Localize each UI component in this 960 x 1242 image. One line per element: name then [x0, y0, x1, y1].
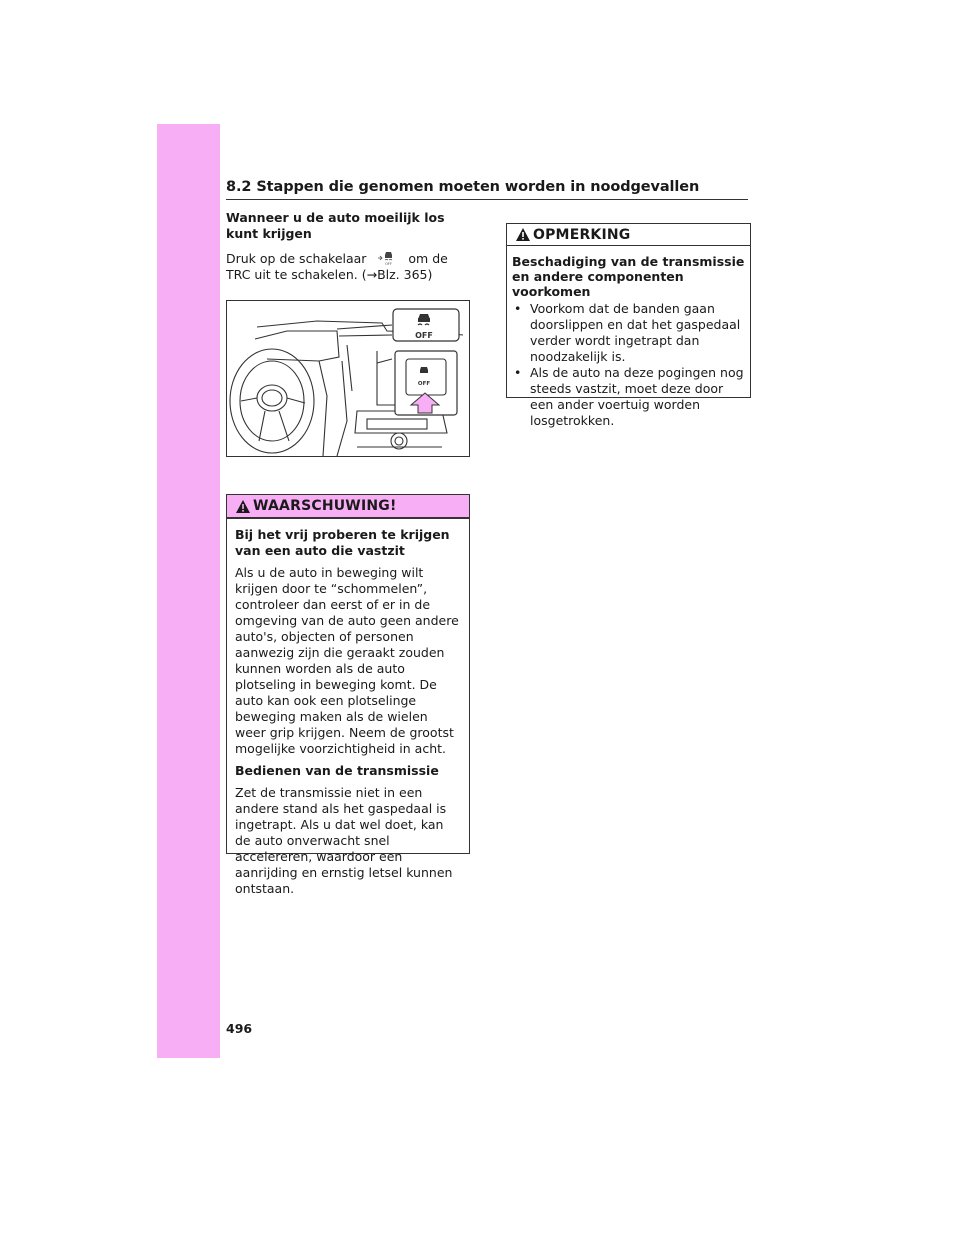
warning-title: WAARSCHUWING!	[253, 498, 397, 514]
figure-label-top: OFF	[415, 331, 433, 340]
warning-heading-1: Bij het vrij proberen te krijgen van een auto die vastzit	[235, 527, 450, 558]
warning-heading-2: Bedienen van de transmissie	[235, 763, 439, 778]
side-tab	[157, 124, 220, 1058]
left-column	[226, 210, 470, 283]
note-bullet-2: Als de auto na deze pogingen nog steeds vastzit, moet deze door een ander voertuig worden losgetrokken.	[530, 365, 744, 428]
note-bullet-1: Voorkom dat de banden gaan doorslippen en dat het gaspedaal verder wordt ingetrapt dan noodzakelijk is.	[530, 301, 741, 364]
page-number: 496	[226, 1021, 253, 1036]
subhead: Wanneer u de auto moeilijk los kunt krijgen	[226, 210, 445, 241]
list-item: • Voorkom dat de banden gaan doorslippen en dat het gaspedaal verder wordt ingetrapt dan noodzakelijk is.	[512, 301, 745, 365]
warning-triangle-icon	[515, 227, 531, 242]
warning-para-1: Als u de auto in beweging wilt krijgen door te “schommelen”, controleer dan eerst of er in de omgeving van de auto geen andere auto's, objecten of personen aanwezig zijn die geraakt zouden kunnen worden als de auto plotseling in beweging komt. De auto kan ook een plotselinge beweging maken als de wielen weer grip krijgen. Neem de grootst mogelijke voorzichtigheid in acht.	[235, 565, 459, 756]
warning-triangle-icon	[235, 499, 251, 514]
note-box	[506, 223, 751, 428]
instruction-after: om de TRC uit te schakelen. (→Blz. 365)	[226, 251, 448, 282]
figure-label-button: OFF	[417, 381, 431, 387]
trc-off-icon	[370, 250, 404, 266]
section-title: 8.2 Stappen die genomen moeten worden in noodgevallen	[226, 179, 748, 200]
note-header	[507, 224, 750, 246]
instruction-before: Druk op de schakelaar	[226, 251, 367, 266]
warning-para-2: Zet de transmissie niet in een andere stand als het gaspedaal is ingetrapt. Als u dat wel doet, kan de auto onverwacht snel accelereren, waardoor een aanrijding en ernstig letsel kunnen ontstaan.	[235, 785, 453, 896]
instruction-text	[226, 250, 470, 283]
svg-text:OFF: OFF	[385, 262, 393, 266]
dashboard-illustration	[226, 300, 470, 457]
note-title: OPMERKING	[533, 226, 631, 243]
warning-box	[226, 494, 470, 896]
note-heading: Beschadiging van de transmissie en andere componenten voorkomen	[512, 254, 745, 299]
list-item: • Als de auto na deze pogingen nog steeds vastzit, moet deze door een ander voertuig worden losgetrokken.	[514, 365, 744, 428]
warning-header	[227, 495, 469, 519]
